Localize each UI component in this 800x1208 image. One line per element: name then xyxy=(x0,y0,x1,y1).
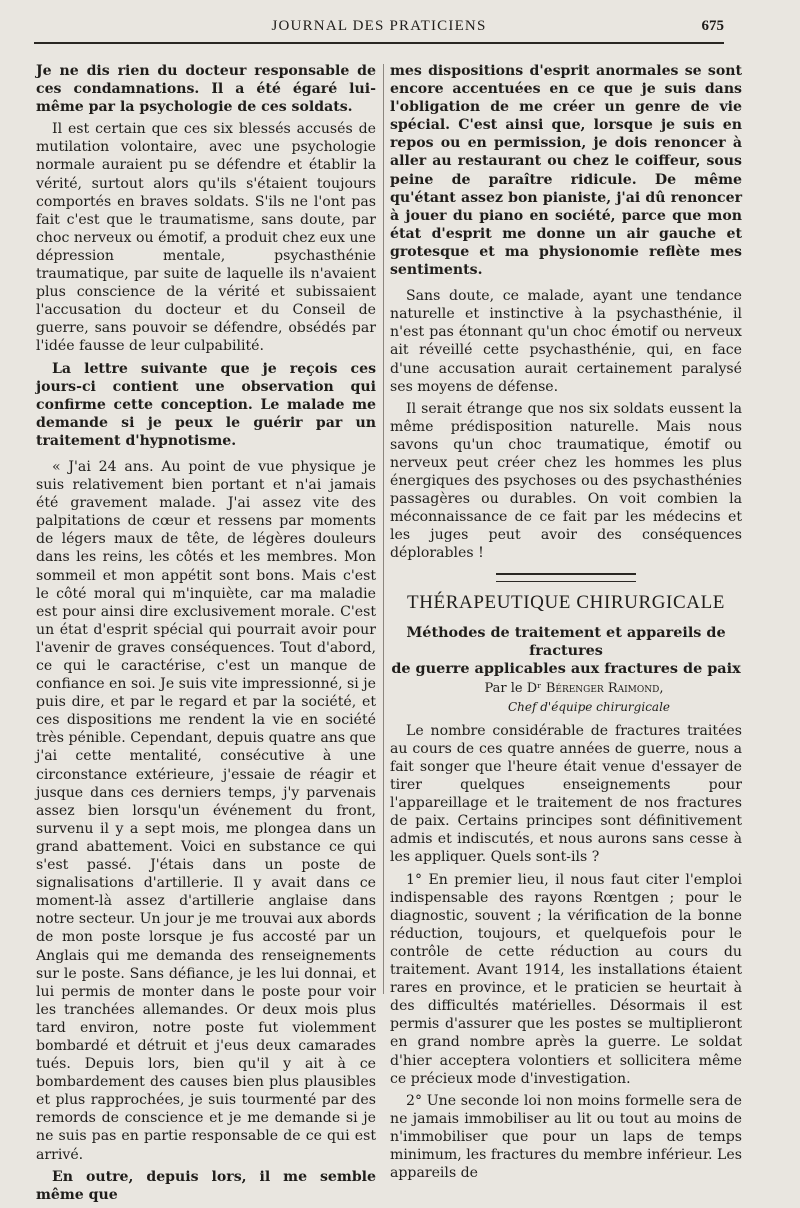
paragraph: Le nombre considérable de fractures traitées au cours de ces quatre années de guerre, nous a fait songer que l'heure était venue d'essayer de tirer quelques enseignements pour l'appareillage et le traitement de nos fractures de paix. Certains principes sont définitivement admis et indiscutés, et nous aurons sans cesse à les appliquer. Quels sont-ils ? xyxy=(390,722,742,866)
paragraph: Il est certain que ces six blessés accusés de mutilation volontaire, avec une psychologie normale auraient pu se défendre et établir la vérité, surtout alors qu'ils s'étaient toujours comportés en braves soldats. S'ils ne l'ont pas fait c'est que le traumatisme, sans doute, par choc nerveux ou émotif, a produit chez eux une dépression mentale, psychasthénie traumatique, par suite de laquelle ils n'avaient plus conscience de la vérité et subissaient l'accusation du docteur et du Conseil de guerre, sans pouvoir se défendre, obsédés par l'idée fausse de leur culpabilité. xyxy=(36,121,376,355)
paragraph: mes dispositions d'esprit anormales se sont encore accentuées en ce que je suis dans l'obligation de me créer un genre de vie spécial. C'est ainsi que, lorsque je suis en repos ou en permission, je dois renoncer à aller au restaurant ou chez le coiffeur, sous peine de paraître ridicule. De même qu'étant assez bon pianiste, j'ai dû renoncer à jouer du piano en société, parce que mon état d'esprit me donne un air gauche et grotesque et ma physionomie reflète mes sentiments. xyxy=(390,63,742,279)
left-column xyxy=(36,62,376,1208)
author-name: Bérenger Raimond, xyxy=(545,680,664,696)
running-header xyxy=(34,18,724,44)
article-title xyxy=(390,624,742,678)
article-title-line: de guerre applicables aux fractures de paix xyxy=(391,659,741,677)
paragraph: En outre, depuis lors, il me semble même que xyxy=(36,1168,376,1203)
column-divider xyxy=(383,64,384,994)
author-role: Chef d'équipe chirurgicale xyxy=(507,699,671,714)
article-title-line: Méthodes de traitement et appareils de fractures xyxy=(406,623,726,659)
byline-prefix: Par le Dʳ xyxy=(484,680,542,696)
paragraph: 2° Une seconde loi non moins formelle sera de ne jamais immobiliser au lit ou tout au moins de n'immobiliser que pour un laps de temps minimum, les fractures du membre inférieur. Les appareils de xyxy=(390,1092,742,1182)
paragraph: La lettre suivante que je reçois ces jours-ci contient une observation qui confirme cette conception. Le malade me demande si je peux le guérir par un traitement d'hypnotisme. xyxy=(36,360,376,449)
paragraph: 1° En premier lieu, il nous faut citer l'emploi indispensable des rayons Rœntgen ; pour le diagnostic, souvent ; la vérification de la bonne réduction, toujours, et quelquefois pour le contrôle de cette réduction au cours du traitement. Avant 1914, les installations étaient rares en province, et le praticien se heurtait à des difficultés matérielles. Désormais il est permis d'assurer que les postes se multiplieront en grand nombre après la guerre. Le soldat d'hier acceptera volontiers et sollicitera même ce précieux mode d'investigation. xyxy=(390,871,742,1087)
page-number: 675 xyxy=(701,18,724,34)
byline xyxy=(390,680,742,698)
section-title: THÉRAPEUTIQUE CHIRURGICALE xyxy=(407,591,725,613)
quoted-letter: « J'ai 24 ans. Au point de vue physique je suis relativement bien portant et n'ai jamais été gravement malade. J'ai assez vite des palpitations de cœur et ressens par moments de légers maux de tête, de légères douleurs dans les reins, les côtés et les membres. Mon sommeil et mon appétit sont bons. Mais c'est le côté moral qui m'inquiète, car ma maladie est pour ainsi dire exclusivement morale. C'est un état d'esprit spécial qui pourrait avoir pour l'avenir de graves conséquences. Tout d'abord, ce qui le caractérise, c'est un manque de confiance en soi. Je suis vite impressionné, si je puis dire, et par le regard et par la société, et ces dispositions me rendent la vie en société très pénible. Cependant, depuis quatre ans que j'ai cette mentalité, consécutive à une circonstance extérieure, j'essaie de réagir et jusque dans ces derniers temps, j'y parvenais assez bien lorsqu'un événement du front, survenu il y a sept mois, me plongea dans un grand abattement. Voici en substance ce qui s'est passé. J'étais dans un poste de signalisations d'artillerie. Il y avait dans ce moment-là assez d'artillerie anglaise dans notre secteur. Un jour je me trouvai aux abords de mon poste lorsque je fus accosté par un Anglais qui me demanda des renseignements sur le poste. Sans défiance, je les lui donnai, et lui permis de monter dans le poste pour voir les tranchées allemandes. Or deux mois plus tard environ, notre poste fut violemment bombardé et détruit et j'eus deux camarades tués. Depuis lors, bien qu'il y ait à ce bombardement des causes bien plus plausibles et plus rapprochées, je suis tourmenté par des remords de conscience et je me demande si je ne suis pas en partie responsable de ce qui est arrivé. xyxy=(36,458,376,1163)
right-column xyxy=(390,62,742,1186)
paragraph: Sans doute, ce malade, ayant une tendance naturelle et instinctive à la psychasthénie, il n'est pas étonnant qu'un choc émotif ou nerveux ait réveillé cette psychasthénie, qui, en face d'une accusation aurait certainement paralysé ses moyens de défense. xyxy=(390,288,742,395)
paragraph: Je ne dis rien du docteur responsable de ces condamnations. Il a été égaré lui-même par la psychologie de ces soldats. xyxy=(36,63,376,116)
paragraph: Il serait étrange que nos six soldats eussent la même prédisposition naturelle. Mais nous savons qu'un choc traumatique, émotif ou nerveux peut créer chez les hommes les plus énergiques des psychoses ou des psychasthénies passagères ou durables. On voit combien la méconnaissance de ce fait par les médecins et les juges peut avoir des conséquences déplorables ! xyxy=(390,400,742,562)
journal-title: JOURNAL DES PRATICIENS xyxy=(271,18,487,34)
section-divider xyxy=(496,573,636,582)
